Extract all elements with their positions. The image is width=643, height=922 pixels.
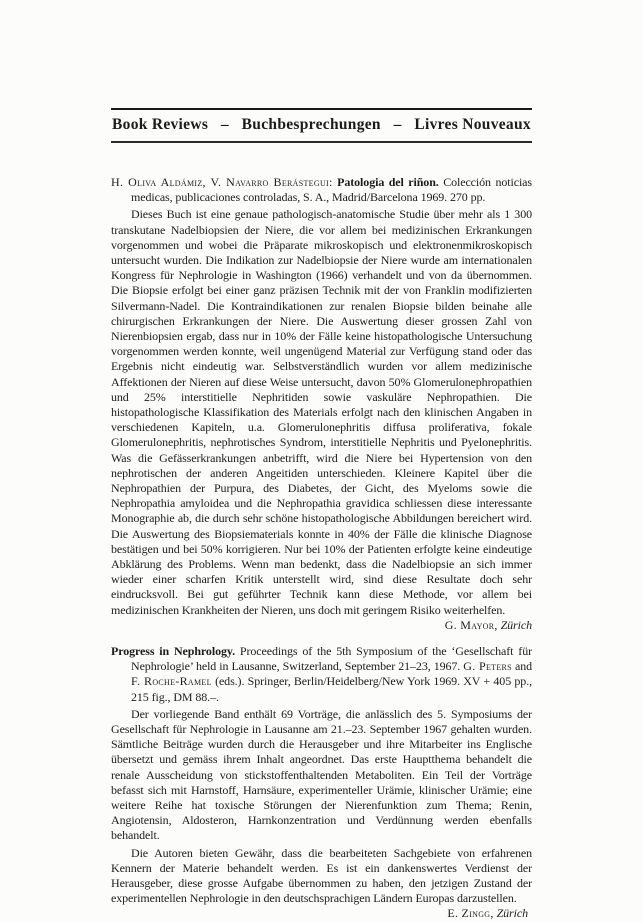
book-review-progress-in-nephrology	[111, 644, 532, 922]
header-dash: –	[393, 116, 402, 133]
reviewer-signature	[111, 906, 532, 921]
reviewer-city: Zürich	[493, 906, 528, 921]
reviewer-name: E. Zingg,	[447, 906, 494, 921]
review-heading	[111, 644, 532, 705]
review-body-text: Die Autoren bieten Gewähr, dass die bearbeiteten Sachgebiete von erfahrenen Kennern der Materie behandelt werden. Es ist ein dankenswertes Verdienst der Herausgeber, diese grosse Aufgabe übernommen zu haben, den jetzigen Zustand der experimentellen Nephrologie in den deutschsprachigen Ländern Europas darzustellen.	[111, 845, 532, 906]
header-title-french: Livres Nouveaux	[414, 116, 531, 133]
review-body-paragraph	[111, 707, 532, 844]
review-body-paragraph	[111, 207, 532, 632]
editor-name: G. Peters	[463, 659, 512, 674]
book-review-patologia-del-rinon	[111, 175, 532, 632]
book-imprint: Colección noticias medicas, publicaciones controladas, S. A., Madrid/Barcelona 1969. 270 pp.	[131, 175, 532, 205]
header-title-german: Buchbesprechungen	[241, 116, 381, 133]
review-heading	[111, 175, 532, 205]
content-column	[111, 0, 532, 922]
reviewer-signature	[433, 618, 532, 633]
review-body-text: Dieses Buch ist eine genaue pathologisch-anatomische Studie über mehr als 1 300 transkutane Nadelbiopsien der Niere, die vor allem bei medizinischen Erkrankungen vorgenommen und wobei die Präparate mikroskopisch und elektronenmikroskopisch untersucht wurden. Die Indikation zur Nadelbiopsie der Niere wurde am internationalen Kongress für Nephrologie in Washington (1966) verhandelt und von da übernommen. Die Biopsie erfolgt bei einer ganz präzisen Technik mit der von Franklin modifizierten Silvermann-Nadel. Die Kontraindikationen zur renalen Biopsie bilden beinahe alle chirurgischen Erkrankungen der Niere. Die Auswertung dieser grossen Zahl von Nierenbiopsien ergab, dass nur in 10% der Fälle keine histopathologische Untersuchung vorgenommen werden konnte, weil ungenügend Material zur Verfügung stand oder das Ergebnis nicht eindeutig war. Selbstverständlich wurden vor allem medizinische Affektionen der Nieren auf diese Weise untersucht, davon 50% Glomerulonephropathien und 25% interstitielle Nephritiden sowie vaskuläre Nephropathien. Die histopathologische Klassifikation des Materials erfolgt nach den klinischen Angaben in verschiedenen Kapiteln, u.a. Glomerulonephritis diffusa proliferativa, fokale Glomerulonephritis, nephrotisches Syndrom, interstitielle Nephritis und Pyelonephritis. Was die Gefässerkrankungen anbetrifft, wird die Niere bei Hypertension von den nephrotischen der anderen Angeitiden unterschieden. Kleinere Kapitel über die Nephropathien der Purpura, des Diabetes, der Gicht, des Myeloms sowie die Nephropathia amyloidea und die Nephropathia gravidica schliessen diese interessante Monographie ab, die durch sehr schöne histopathologische Abbildungen bereichert wird. Die Auswertung des Biopsiematerials konnte in 40% der Fälle die klinische Diagnose bestätigen und bei 50% korrigieren. Nur bei 10% der Patienten erfolgte keine eindeutige Abklärung des Problems. Wenn man bedenkt, dass die Nadelbiopsie an sich immer wieder einer scharfen Kritik unterstellt wird, sind diese Resultate doch sehr eindrucksvoll. Bei gut geführter Technik kann diese Methode, vor allem bei medizinischen Krankheiten der Nieren, uns doch mit geringem Risiko weiterhelfen.	[111, 207, 532, 617]
review-authors: H. Oliva Aldámiz, V. Navarro Berástegui:	[111, 175, 333, 189]
reviewer-name: G. Mayor,	[444, 617, 498, 632]
book-title: Progress in Nephrology.	[111, 643, 236, 658]
header-dash: –	[220, 116, 229, 133]
book-imprint-part: and	[511, 659, 532, 674]
review-body-text: Der vorliegende Band enthält 69 Vorträge, die anlässlich des 5. Symposiums der Gesellschaft für Nephrologie in Lausanne am 21.–23. September 1967 gehalten wurden. Sämtliche Beiträge wurden durch die Herausgeber und ihre Mitarbeiter ins Englische übersetzt und gemäss ihrem Inhalt angeordnet. Das erste Hauptthema behandelt die renale Ausscheidung von stickstoffenthaltenden Metaboliten. Ein Teil der Vorträge befasst sich mit Harnstoff, Harnsäure, experimenteller Urämie, klinischer Urämie; eine weitere Reihe hat toxische Störungen der Nierenfunktion zum Thema; Renin, Angiotensin, Aldosteron, Harnkonzentration und Verdünnung werden ebenfalls behandelt.	[111, 706, 532, 843]
book-imprint-part: Proceedings of the 5th Symposium of the ‘Gesellschaft für Nephrologie’ held in Lausanne, Switzerland, September 21–23, 1967.	[131, 643, 532, 674]
section-header	[111, 108, 532, 143]
book-title: Patologia del riñon.	[332, 175, 439, 189]
editor-name: F. Roche-Ramel	[131, 674, 212, 689]
book-imprint-part: (eds.). Springer, Berlin/Heidelberg/New York 1969. XV + 405 pp., 215 fig., DM 88.–.	[131, 674, 532, 704]
review-body-paragraph	[111, 846, 532, 907]
header-title-english: Book Reviews	[112, 116, 209, 133]
reviewer-city: Zürich	[497, 617, 532, 632]
